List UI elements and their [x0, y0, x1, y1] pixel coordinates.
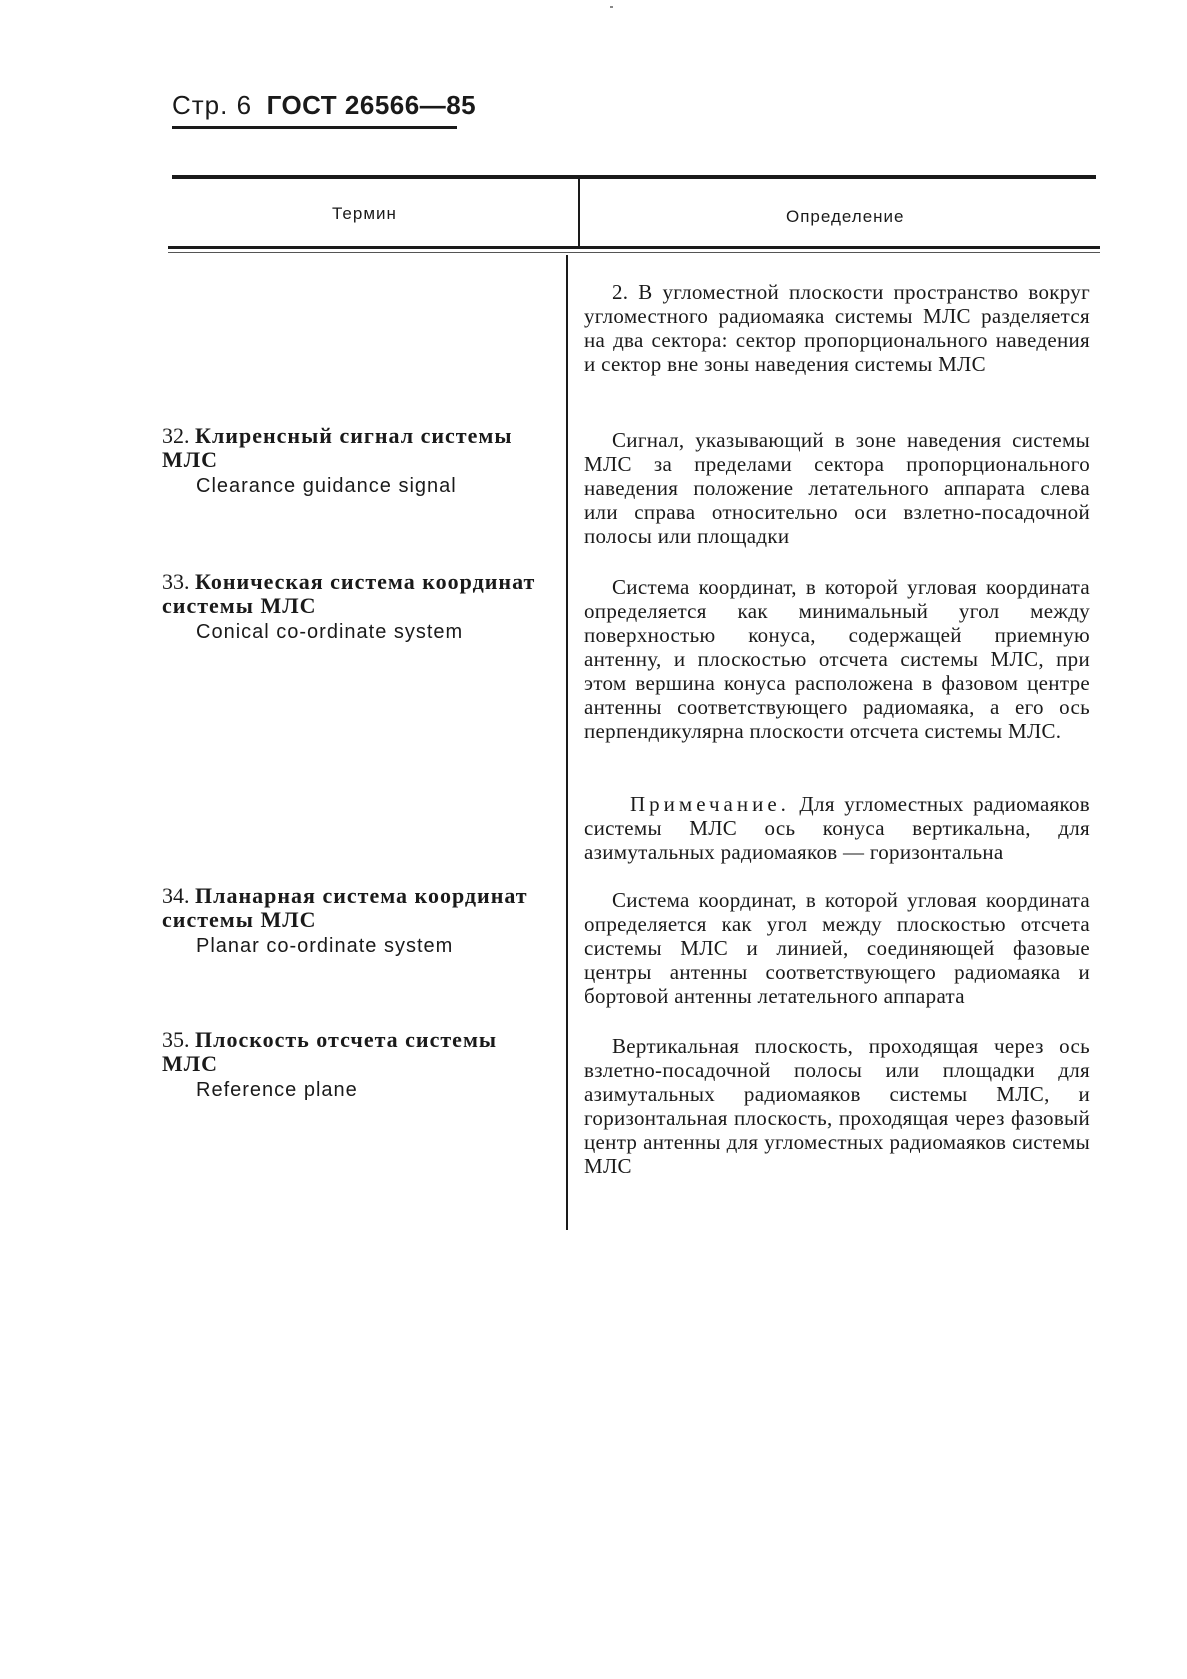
definition-text: Сигнал, указывающий в зоне наведения системы МЛС за пределами сектора пропорционального наведения положение летательного аппарата слева или справа относительно оси взлетно-посадочной полосы или площадки — [584, 428, 1090, 548]
column-divider — [566, 255, 568, 1230]
term-russian: Коническая система координат системы МЛС — [162, 569, 536, 618]
table-top-rule — [172, 175, 1096, 179]
term-35 — [162, 1028, 558, 1102]
definition-35 — [584, 1034, 1090, 1178]
term-number: 33. — [162, 569, 190, 594]
definition-34 — [584, 888, 1090, 1008]
term-english: Conical co-ordinate system — [196, 621, 464, 643]
note-33 — [584, 792, 1090, 864]
scan-speck — [610, 6, 613, 8]
page-header — [172, 90, 476, 121]
definition-row-0 — [584, 280, 1090, 376]
term-english: Planar co-ordinate system — [196, 935, 454, 957]
table-header-rule — [168, 246, 1100, 249]
term-russian: Клиренсный сигнал системы МЛС — [162, 423, 513, 472]
column-header-definition: Определение — [786, 207, 905, 226]
term-number: 34. — [162, 883, 190, 908]
table-header-rule-thin — [168, 252, 1100, 253]
term-russian: Планарная система координат системы МЛС — [162, 883, 528, 932]
term-32 — [162, 424, 558, 498]
term-russian: Плоскость отсчета системы МЛС — [162, 1027, 498, 1076]
definition-text: Вертикальная плоскость, проходящая через ось взлетно-посадочной полосы или площадки для азимутальных радиомаяков системы МЛС, и горизонтальная плоскость, проходящая через фазовый центр антенны для угломестных радиомаяков системы МЛС — [584, 1034, 1090, 1178]
term-number: 32. — [162, 423, 190, 448]
column-divider-header — [578, 178, 580, 248]
term-english: Clearance guidance signal — [196, 475, 457, 497]
definition-text: 2. В угломестной плоскости пространство вокруг угломестного радиомаяка системы МЛС разделяется на два сектора: сектор пропорционального наведения и сектор вне зоны наведения системы МЛС — [584, 280, 1090, 376]
header-underline — [172, 126, 457, 129]
definition-32 — [584, 428, 1090, 548]
definition-text: Система координат, в которой угловая координата определяется как минимальный угол между поверхностью конуса, содержащей приемную антенну, и плоскостью отсчета системы МЛС, при этом вершина конуса расположена в фазовом центре антенны соответствующего радиомаяка, а его ось перпендикулярна плоскости отсчета системы МЛС. — [584, 575, 1090, 743]
standard-code: ГОСТ 26566—85 — [266, 90, 477, 120]
page-number: Стр. 6 — [172, 90, 253, 120]
column-header-term: Термин — [332, 204, 397, 223]
term-34 — [162, 884, 558, 958]
definition-text: Система координат, в которой угловая координата определяется как угол между плоскостью отсчета системы МЛС и линией, соединяющей фазовые центры антенны соответствующего радиомаяка и бортовой антенны летательного аппарата — [584, 888, 1090, 1008]
term-english: Reference plane — [196, 1079, 358, 1101]
term-number: 35. — [162, 1027, 190, 1052]
definition-33 — [584, 575, 1090, 743]
note-text: Для угломестных радиомаяков системы МЛС ось конуса вертикальна, для азимутальных радиомаяков — горизонтальна — [584, 792, 1090, 864]
term-33 — [162, 570, 558, 644]
note-label: Примечание. — [630, 792, 790, 816]
